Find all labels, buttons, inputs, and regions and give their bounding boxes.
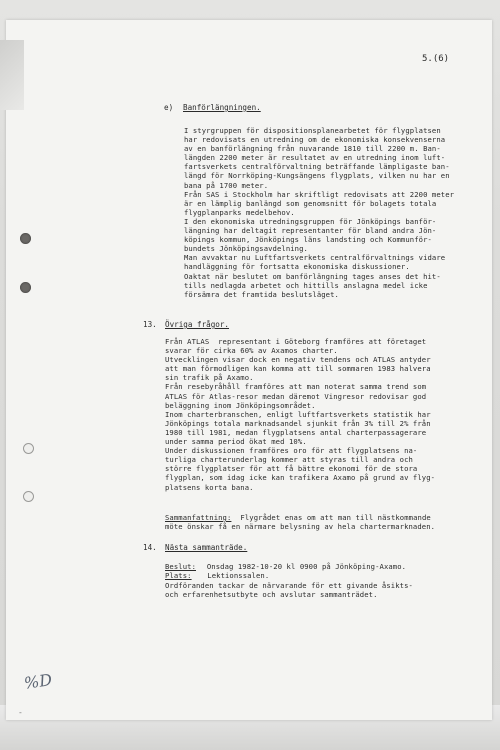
text-line: längd för Norrköping-Kungsängens flygplats, vilken nu har en (184, 171, 450, 181)
text-line: Från SAS i Stockholm har skriftligt redovisats att 2200 meter (184, 189, 455, 199)
text-line: platsens korta bana. (165, 482, 254, 492)
text-line: ATLAS för Atlas-resor medan däremot Vingresor redovisar god (165, 391, 427, 401)
text-line: bana på 1700 meter. (184, 180, 269, 190)
text-line: Oaktat när beslutet om banförlängning tages anses det hit- (184, 271, 441, 281)
text-line: fartsverkets centralförvaltning beträffande lämpligaste ban- (184, 162, 450, 172)
section-13-marker: 13. (143, 320, 157, 329)
section-14-title: Nästa sammanträde. (165, 543, 248, 552)
text-line: större flygplatser för att få bättre ekonomi för de stora (165, 464, 418, 474)
section-e-body (184, 126, 454, 299)
text-line: Jönköpings totala marknadsandel sjunkit från 3% till 2% från (165, 418, 431, 428)
section-13-body (165, 337, 435, 492)
text-line: I den ekonomiska utredningsgruppen för Jönköpings banför- (184, 216, 437, 226)
section-14-marker: 14. (143, 543, 157, 552)
text-line: 1980 till 1981, medan flygplatsens antal charterpassagerare (165, 427, 427, 437)
decision-text: Onsdag 1982-10-20 kl 0900 på Jönköping-Axamo. (198, 562, 407, 571)
place-label: Plats: (165, 571, 192, 580)
summary-line-1: Flygrådet enas om att man till nästkommande (236, 513, 431, 522)
text-line: Från resebyråhåll framföres att man noterat samma trend som (165, 382, 427, 392)
place-text: Lektionssalen. (194, 571, 270, 580)
text-line: svarar för cirka 60% av Axamos charter. (165, 346, 338, 356)
text-line: beläggning inom Jönköpingsområdet. (165, 400, 316, 410)
summary-line-2: möte önskar få en närmare belysning av hela chartermarknaden. (165, 522, 436, 531)
page-number: 5.(6) (422, 54, 450, 64)
text-line: flygplanparks medelbehov. (184, 207, 295, 217)
text-line: tills nedlagda arbetet och hittills anslagna medel icke (184, 280, 428, 290)
margin-mark: - (18, 708, 23, 717)
text-line: att man förmodligen kan komma att till sommaren 1983 halvera (165, 364, 431, 374)
text-line: sin trafik på Axamo. (165, 373, 254, 383)
text-line: under samma period ökat med 10%. (165, 437, 307, 447)
text-line: försämra det framtida beslutsläget. (184, 289, 339, 299)
text-line: Under diskussionen framföres oro för att flygplatsens na- (165, 446, 418, 456)
text-line: köpings kommun, Jönköpings läns landsting och Kommunför- (184, 235, 432, 245)
text-line: Inom charterbranschen, enligt luftfartsverkets statistik har (165, 409, 431, 419)
punch-hole-ring (23, 491, 34, 502)
text-line: bundets Jönköpingsavdelning. (184, 244, 308, 254)
text-line: turliga charterunderlag kommer att styras till andra och (165, 455, 413, 465)
decision-label: Beslut: (165, 562, 196, 571)
text-line: längden 2200 meter är resultatet av en utredning inom luft- (184, 153, 446, 163)
section-13-title: Övriga frågor. (165, 320, 230, 329)
text-line: flygplan, som idag icke kan trafikera Axamo på grund av flyg- (165, 473, 436, 483)
text-line: I styrgruppen för dispositionsplanearbetet för flygplatsen (184, 126, 441, 135)
text-line: av en banförlängning från nuvarande 1810 till 2200 m. Ban- (184, 144, 441, 154)
text-line: längning har deltagit representanter för bland andra Jön- (184, 226, 437, 236)
text-line: Utvecklingen visar dock en negativ tendens och ATLAS antyder (165, 355, 431, 365)
text-line: är en lämplig banlängd som genomsnitt för bolagets totala (184, 198, 437, 208)
text-line: Man avvaktar nu Luftfartsverkets centralförvaltnings vidare (184, 253, 446, 263)
section-e-marker: e) (164, 103, 174, 112)
punch-hole (20, 233, 31, 244)
punch-hole (20, 282, 31, 293)
corner-fold (0, 40, 24, 110)
text-line: Från ATLAS representant i Göteborg framföres att företaget (165, 337, 427, 346)
summary-label: Sammanfattning: (165, 513, 232, 522)
handwritten-signature: %D (22, 670, 54, 693)
text-line: har redovisats en utredning om de ekonomiska konsekvenserna (184, 135, 446, 145)
punch-hole-ring (23, 443, 34, 454)
text-line: Ordföranden tackar de närvarande för ett givande åsikts- (165, 581, 413, 590)
text-line: handläggning för fortsatta ekonomiska diskussioner. (184, 262, 410, 272)
closing-text (165, 581, 413, 599)
section-e-title: Banförlängningen. (183, 103, 261, 112)
text-line: och erfarenhetsutbyte och avslutar sammanträdet. (165, 590, 378, 600)
